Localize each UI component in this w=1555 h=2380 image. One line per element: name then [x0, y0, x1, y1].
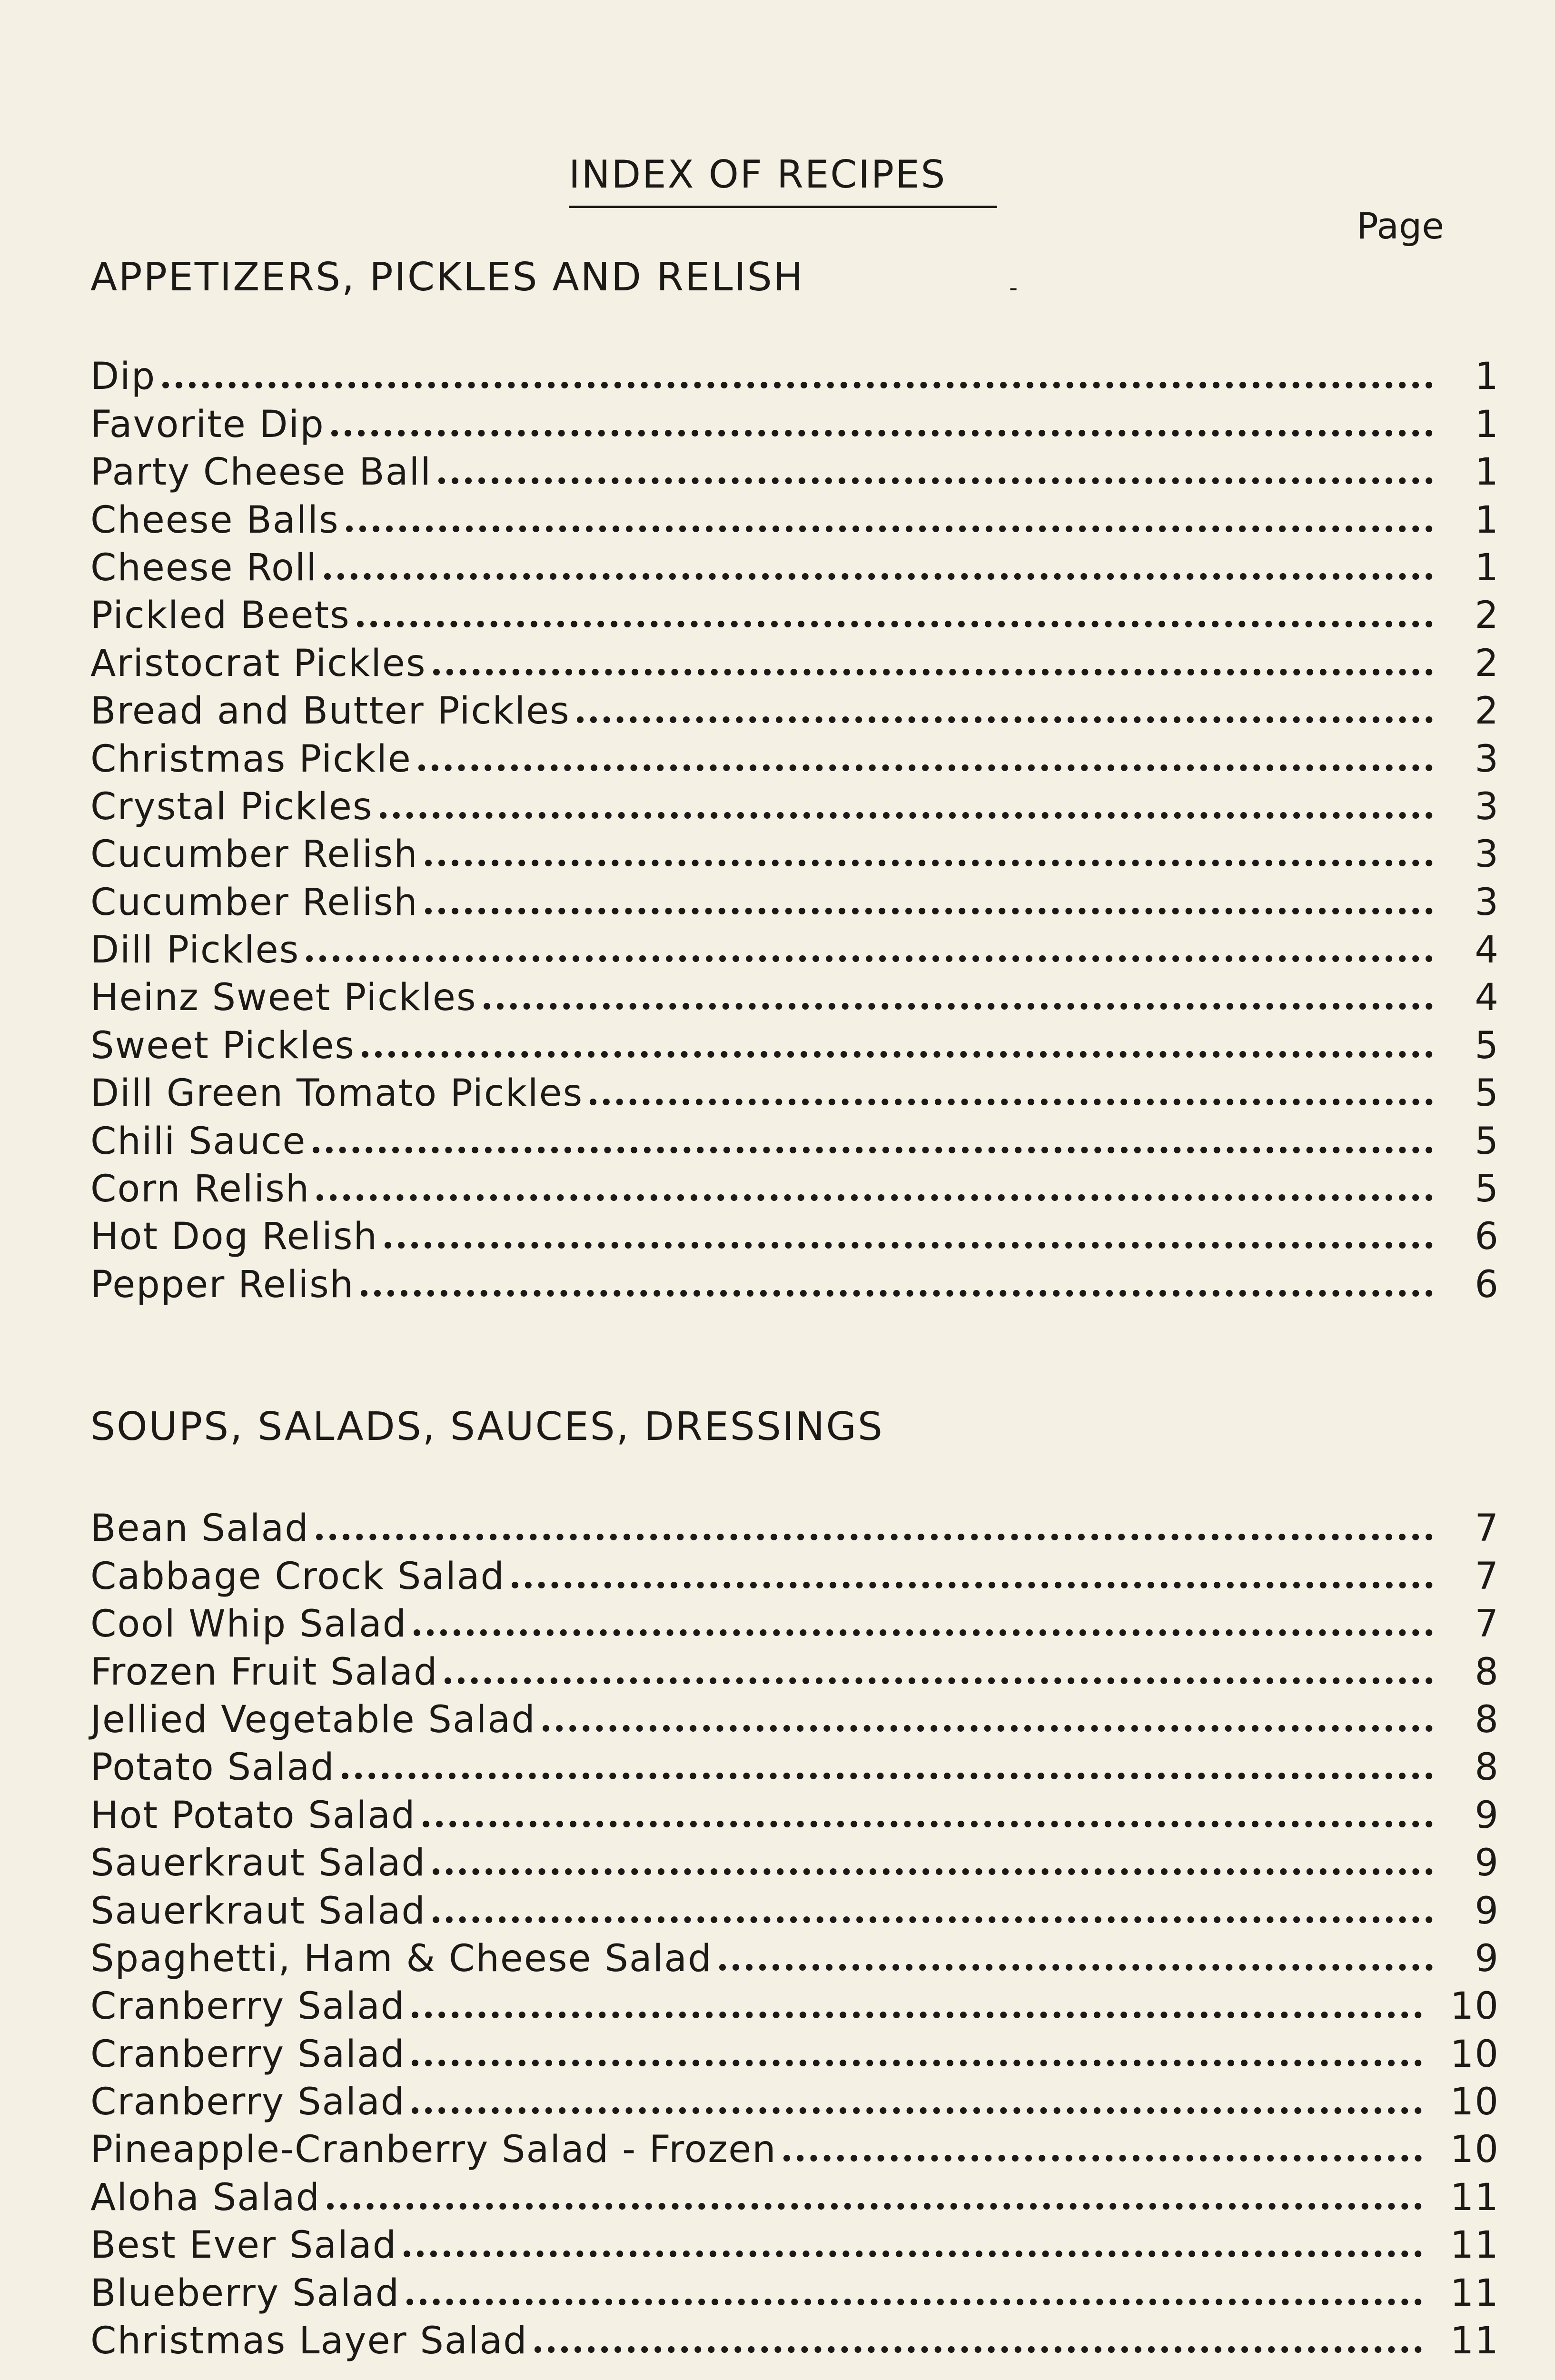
dot-leader [361, 1290, 1433, 1297]
page-number: 9 [1475, 1794, 1499, 1837]
recipe-name: Chili Sauce [90, 1120, 307, 1163]
dot-leader [438, 477, 1433, 484]
page-number: 2 [1475, 690, 1499, 733]
recipe-name: Spaghetti, Ham & Cheese Salad [90, 1937, 713, 1980]
index-entry [90, 1882, 1499, 1933]
index-entry [90, 921, 1499, 972]
index-entry [90, 1738, 1499, 1789]
dot-leader [331, 430, 1433, 436]
appetizers-entry-list [90, 347, 1499, 1306]
index-entry [90, 969, 1499, 1020]
page-number: 3 [1475, 881, 1499, 924]
recipe-name: Bean Salad [90, 1507, 309, 1550]
stray-mark: - [1009, 274, 1018, 301]
page-number: 10 [1450, 2033, 1499, 2076]
dot-leader [306, 955, 1433, 962]
recipe-name: Pickled Beets [90, 594, 350, 637]
recipe-name: Best Ever Salad [90, 2224, 397, 2267]
dot-leader [512, 1582, 1433, 1588]
index-entry [90, 1595, 1499, 1646]
page-number: 9 [1475, 1937, 1499, 1980]
recipe-name: Jellied Vegetable Salad [90, 1698, 536, 1741]
dot-leader [423, 1821, 1433, 1827]
page-number: 10 [1450, 1985, 1499, 2028]
index-entry [90, 1016, 1499, 1067]
dot-leader [357, 621, 1433, 627]
recipe-name: Sweet Pickles [90, 1024, 356, 1067]
index-entry [90, 1786, 1499, 1837]
index-entry [90, 2168, 1499, 2219]
section-heading-appetizers: APPETIZERS, PICKLES AND RELISH [90, 255, 804, 300]
page-number: 5 [1475, 1120, 1499, 1163]
dot-leader [380, 812, 1433, 819]
dot-leader [484, 1003, 1433, 1010]
dot-leader [313, 1147, 1433, 1153]
page-number: 5 [1475, 1024, 1499, 1067]
dot-leader [342, 1773, 1433, 1779]
page-number: 7 [1475, 1603, 1499, 1646]
index-entry [90, 586, 1499, 637]
dot-leader [433, 669, 1433, 675]
page-number: 1 [1475, 355, 1499, 398]
index-entry [90, 2312, 1499, 2363]
recipe-name: Dill Green Tomato Pickles [90, 1072, 584, 1115]
recipe-name: Cheese Roll [90, 546, 318, 589]
page-column-label: Page [1357, 205, 1444, 247]
dot-leader [385, 1242, 1433, 1249]
recipe-name: Cabbage Crock Salad [90, 1555, 505, 1598]
page-number: 8 [1475, 1698, 1499, 1741]
recipe-name: Favorite Dip [90, 403, 325, 446]
index-entry [90, 1834, 1499, 1885]
page-number: 1 [1475, 403, 1499, 446]
dot-leader [433, 1868, 1433, 1875]
dot-leader [433, 1916, 1433, 1923]
recipe-name: Christmas Layer Salad [90, 2320, 528, 2363]
index-entry [90, 1977, 1499, 2028]
page-number: 2 [1475, 594, 1499, 637]
dot-leader [425, 908, 1433, 914]
dot-leader [327, 2203, 1422, 2210]
recipe-name: Cucumber Relish [90, 833, 418, 876]
recipe-name: Pineapple-Cranberry Salad - Frozen [90, 2128, 777, 2172]
recipe-name: Cucumber Relish [90, 881, 418, 924]
page-number: 3 [1475, 833, 1499, 876]
recipe-name: Pepper Relish [90, 1263, 355, 1306]
recipe-name: Sauerkraut Salad [90, 1842, 426, 1885]
index-entry [90, 2216, 1499, 2267]
dot-leader [445, 1677, 1433, 1684]
page-number: 11 [1450, 2224, 1499, 2267]
index-entry [90, 347, 1499, 398]
dot-leader [346, 526, 1433, 532]
index-entry [90, 1112, 1499, 1163]
page-number: 2 [1475, 642, 1499, 685]
page-number: 10 [1450, 2081, 1499, 2124]
recipe-name: Dill Pickles [90, 929, 300, 972]
index-entry [90, 539, 1499, 589]
recipe-name: Heinz Sweet Pickles [90, 976, 477, 1020]
dot-leader [590, 1099, 1433, 1105]
page-number: 5 [1475, 1168, 1499, 1211]
dot-leader [418, 764, 1433, 771]
dot-leader [425, 860, 1433, 866]
recipe-name: Hot Potato Salad [90, 1794, 416, 1837]
dot-leader [414, 1629, 1433, 1636]
recipe-name: Aristocrat Pickles [90, 642, 426, 685]
index-entry [90, 2121, 1499, 2172]
page-number: 1 [1475, 451, 1499, 494]
page-number: 9 [1475, 1889, 1499, 1933]
index-entry [90, 1643, 1499, 1694]
index-entry [90, 491, 1499, 542]
dot-leader [404, 2251, 1422, 2257]
recipe-name: Crystal Pickles [90, 785, 373, 828]
page-number: 7 [1475, 1555, 1499, 1598]
recipe-name: Cool Whip Salad [90, 1603, 407, 1646]
index-entry [90, 2264, 1499, 2315]
page-number: 6 [1475, 1263, 1499, 1306]
index-entry [90, 778, 1499, 828]
dot-leader [162, 382, 1433, 388]
page-number: 7 [1475, 1507, 1499, 1550]
recipe-name: Dip [90, 355, 156, 398]
recipe-name: Christmas Pickle [90, 737, 412, 781]
dot-leader [719, 1964, 1433, 1971]
page-number: 10 [1450, 2128, 1499, 2172]
index-entry [90, 1208, 1499, 1259]
page-number: 5 [1475, 1072, 1499, 1115]
recipe-name: Frozen Fruit Salad [90, 1650, 438, 1694]
page-number: 4 [1475, 929, 1499, 972]
dot-leader [783, 2155, 1422, 2162]
index-entry [90, 1691, 1499, 1741]
recipe-name: Sauerkraut Salad [90, 1889, 426, 1933]
dot-leader [317, 1194, 1433, 1201]
page-number: 3 [1475, 737, 1499, 781]
title-underline [569, 206, 997, 208]
page-number: 3 [1475, 785, 1499, 828]
page-number: 11 [1450, 2176, 1499, 2219]
recipe-name: Cranberry Salad [90, 1985, 406, 2028]
page-title: INDEX OF RECIPES [569, 152, 947, 197]
index-entry [90, 873, 1499, 924]
index-entry [90, 682, 1499, 733]
recipe-name: Cranberry Salad [90, 2081, 406, 2124]
index-entry [90, 825, 1499, 876]
recipe-name: Cheese Balls [90, 498, 339, 542]
salads-entry-list [90, 1499, 1499, 2363]
dot-leader [535, 2346, 1422, 2353]
dot-leader [412, 2107, 1421, 2114]
page-number: 6 [1475, 1215, 1499, 1259]
dot-leader [543, 1725, 1433, 1732]
recipe-name: Hot Dog Relish [90, 1215, 378, 1259]
index-entry [90, 730, 1499, 781]
index-entry [90, 1930, 1499, 1980]
page-number: 11 [1450, 2320, 1499, 2363]
page-number: 8 [1475, 1650, 1499, 1694]
page-number: 4 [1475, 976, 1499, 1020]
dot-leader [412, 2012, 1421, 2018]
dot-leader [316, 1534, 1433, 1540]
page-number: 11 [1450, 2271, 1499, 2315]
index-entry [90, 1499, 1499, 1550]
page-number: 9 [1475, 1842, 1499, 1885]
dot-leader [362, 1051, 1433, 1058]
dot-leader [406, 2299, 1422, 2305]
index-entry [90, 1255, 1499, 1306]
dot-leader [324, 573, 1433, 580]
index-entry [90, 1064, 1499, 1115]
index-entry [90, 634, 1499, 685]
recipe-name: Aloha Salad [90, 2176, 321, 2219]
recipe-name: Party Cheese Ball [90, 451, 432, 494]
dot-leader [412, 2060, 1421, 2066]
page-number: 1 [1475, 498, 1499, 542]
index-entry [90, 395, 1499, 446]
dot-leader [577, 716, 1433, 723]
index-entry [90, 1160, 1499, 1211]
recipe-name: Potato Salad [90, 1746, 335, 1789]
recipe-name: Blueberry Salad [90, 2271, 400, 2315]
index-entry [90, 1547, 1499, 1598]
recipe-name: Bread and Butter Pickles [90, 690, 570, 733]
index-entry [90, 2025, 1499, 2076]
page-number: 8 [1475, 1746, 1499, 1789]
recipe-name: Corn Relish [90, 1168, 310, 1211]
section-heading-soups-salads: SOUPS, SALADS, SAUCES, DRESSINGS [90, 1404, 884, 1449]
recipe-name: Cranberry Salad [90, 2033, 406, 2076]
index-entry [90, 2073, 1499, 2124]
index-entry [90, 443, 1499, 494]
page-number: 1 [1475, 546, 1499, 589]
